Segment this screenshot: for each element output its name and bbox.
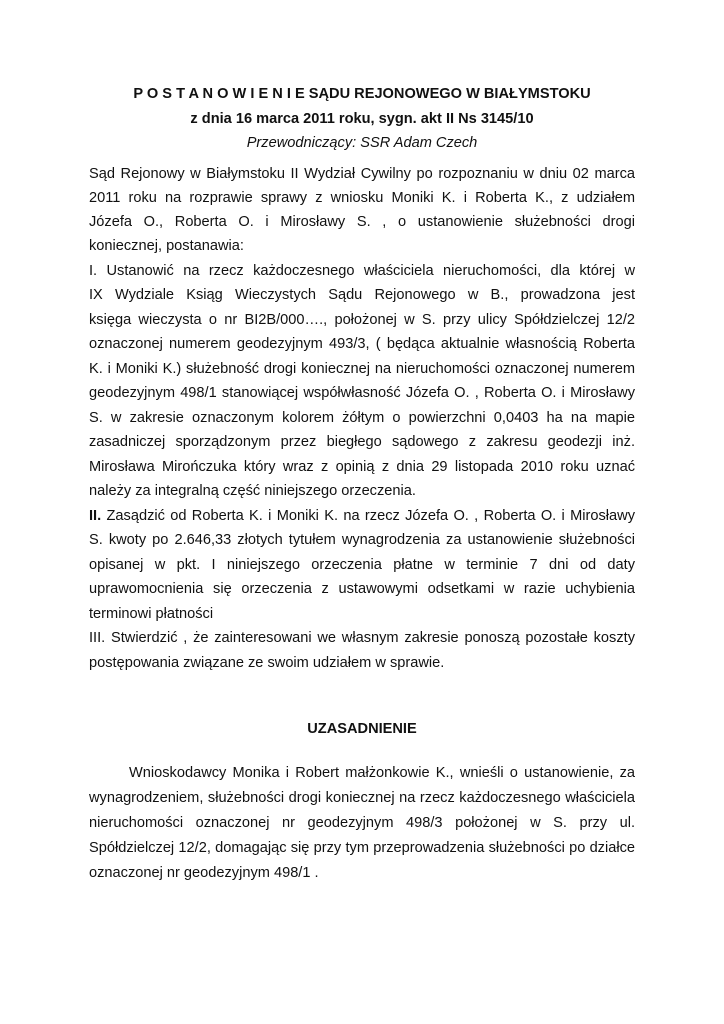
point-1-line: należy za integralną część niniejszego orzeczenia. <box>89 483 416 499</box>
point-1-line: S. w zakresie oznaczonym kolorem żółtym o powierzchni 0,0403 ha na mapie <box>89 410 635 426</box>
justification-line: oznaczonej nr geodezyjnym 498/1 . <box>89 865 319 881</box>
point-1-line: księga wieczysta o nr BI2B/000…., położonej w S. przy ulicy Spółdzielczej 12/2 <box>89 312 635 328</box>
point-1-line: oznaczonej numerem geodezyjnym 493/3, ( będąca aktualnie własnością Roberta <box>89 336 635 352</box>
point-1-line: K. i Moniki K.) służebność drogi koniecznej na nieruchomości oznaczonej numerem <box>89 361 635 377</box>
point-1-line: IX Wydziale Ksiąg Wieczystych Sądu Rejonowego w B., prowadzona jest <box>89 287 635 303</box>
justification-line: wynagrodzeniem, służebności drogi koniecznej na rzecz każdoczesnego właściciela <box>89 790 635 806</box>
point-1-line: Mirosława Mirończuka który wraz z opinią z dnia 29 listopada 2010 roku uznać <box>89 459 635 475</box>
justification-line: nieruchomości oznaczonej nr geodezyjnym 498/3 położonej w S. przy ul. <box>89 815 635 831</box>
point-1-label: I. <box>89 263 98 279</box>
justification-line: Spółdzielczej 12/2, domagając się przy tym przeprowadzenia służebności po działce <box>89 840 635 856</box>
point-2-text: Zasądzić od Roberta K. i Moniki K. na rzecz Józefa O. , Roberta O. i Mirosławy <box>106 508 635 524</box>
point-3-line: postępowania związane ze swoim udziałem w sprawie. <box>89 655 445 671</box>
point-2-line: terminowi płatności <box>89 606 214 622</box>
intro-line: Sąd Rejonowy w Białymstoku II Wydział Cywilny po rozpoznaniu w dniu 02 marca <box>89 166 635 182</box>
intro-line: koniecznej, postanawia: <box>89 238 244 254</box>
point-2-line <box>89 507 635 525</box>
document-title: P O S T A N O W I E N I E SĄDU REJONOWEGO W BIAŁYMSTOKU <box>133 86 591 102</box>
point-2-label: II. <box>89 508 102 524</box>
point-2-line: opisanej w pkt. I niniejszego orzeczenia płatne w terminie 7 dni od daty <box>89 557 635 573</box>
point-1-line: zasadniczej sporządzonym przez biegłego sądowego z zakresu geodezji inż. <box>89 434 635 450</box>
point-3-line: III. Stwierdzić , że zainteresowani we własnym zakresie ponoszą pozostałe koszty <box>89 630 635 646</box>
justification-heading: UZASADNIENIE <box>307 721 417 737</box>
justification-line: Wnioskodawcy Monika i Robert małżonkowie K., wnieśli o ustanowienie, za <box>129 765 635 781</box>
point-1-line: geodezyjnym 498/1 stanowiącej współwłasność Józefa O. , Roberta O. i Mirosławy <box>89 385 635 401</box>
intro-line: Józefa O., Roberta O. i Mirosławy S. , o ustanowienie służebności drogi <box>89 214 635 230</box>
date-and-case-number: z dnia 16 marca 2011 roku, sygn. akt II Ns 3145/10 <box>190 111 534 127</box>
presiding-judge: Przewodniczący: SSR Adam Czech <box>246 135 478 151</box>
point-2-line: uprawomocnienia się orzeczenia z ustawowymi odsetkami w razie uchybienia <box>89 581 635 597</box>
point-1-line <box>89 262 635 280</box>
point-1-text: Ustanowić na rzecz każdoczesnego właściciela nieruchomości, dla której w <box>106 263 635 279</box>
intro-line: 2011 roku na rozprawie sprawy z wniosku Moniki K. i Roberta K., z udziałem <box>89 190 635 206</box>
point-2-line: S. kwoty po 2.646,33 złotych tytułem wynagrodzenia za ustanowienie służebności <box>89 532 635 548</box>
